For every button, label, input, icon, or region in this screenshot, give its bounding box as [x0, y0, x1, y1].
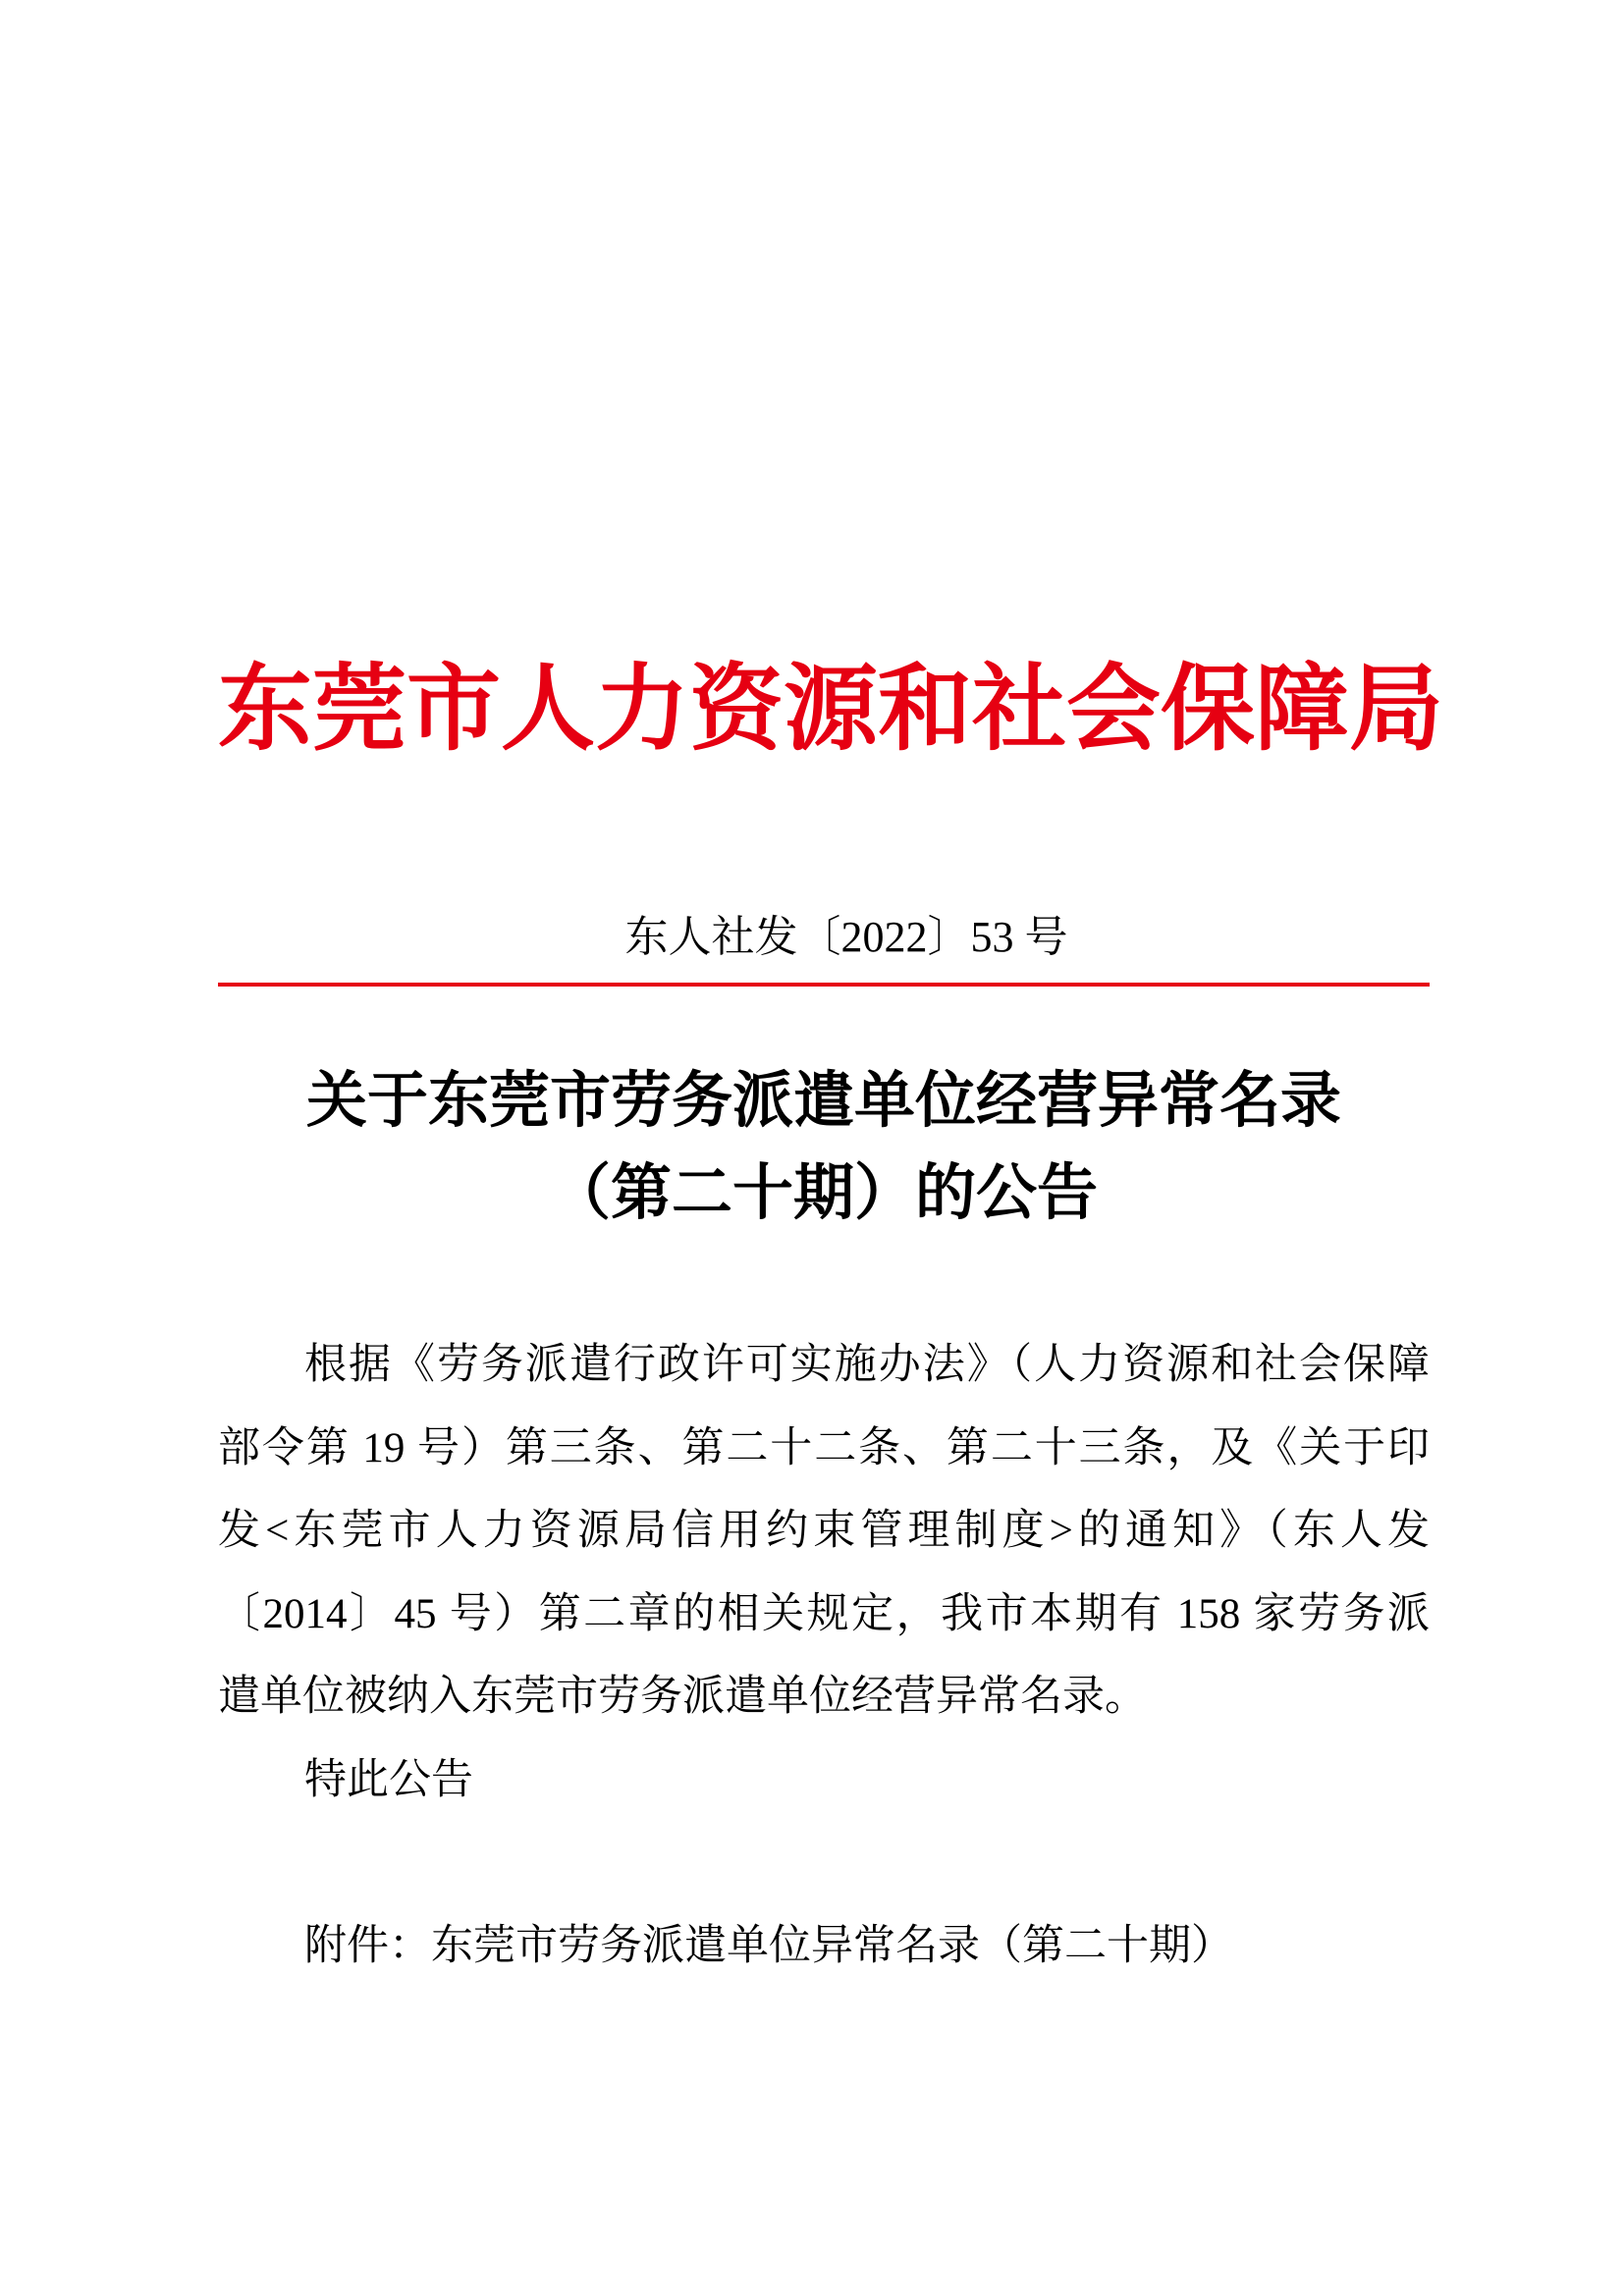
issuer-header: 东莞市人力资源和社会保障局	[218, 657, 1443, 762]
document-number: 东人社发〔2022〕53 号	[624, 913, 1068, 961]
closing-text: 特此公告	[304, 1756, 473, 1803]
notice-title	[218, 1055, 1430, 1240]
notice-body	[218, 1324, 1430, 1988]
red-divider-rule	[218, 983, 1430, 987]
body-line: 发<东莞市人力资源局信用约束管理制度>的通知》（东人发	[218, 1508, 1430, 1554]
title-line-2: （第二十期）的公告	[549, 1160, 1098, 1227]
title-line-1: 关于东莞市劳务派遣单位经营异常名录	[305, 1068, 1341, 1135]
body-line: 遣单位被纳入东莞市劳务派遣单位经营异常名录。	[218, 1674, 1147, 1720]
attachment-note: 附件：东莞市劳务派遣单位异常名录（第二十期）	[304, 1922, 1233, 1969]
body-line: 〔2014〕45 号）第二章的相关规定，我市本期有 158 家劳务派	[218, 1590, 1430, 1637]
blank-line	[218, 1822, 1430, 1905]
body-line: 部令第 19 号）第三条、第二十二条、第二十三条，及《关于印	[218, 1424, 1430, 1471]
body-line: 根据《劳务派遣行政许可实施办法》（人力资源和社会保障	[304, 1342, 1430, 1388]
